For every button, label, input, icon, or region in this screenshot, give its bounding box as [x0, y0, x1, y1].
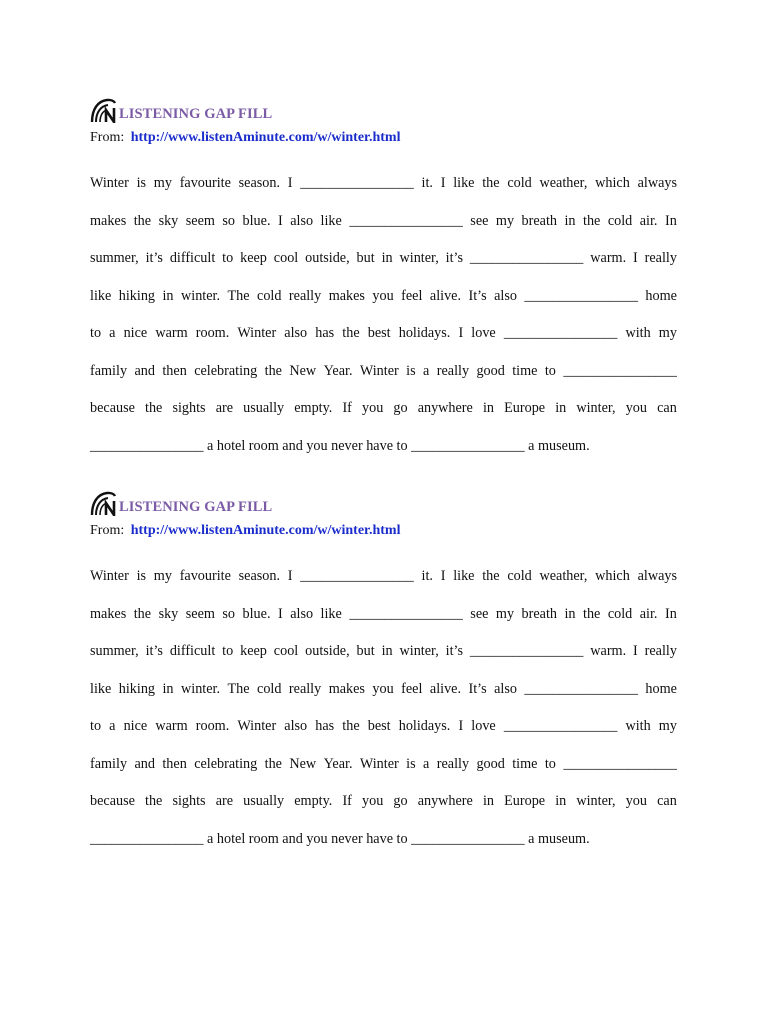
passage-word: usually — [243, 400, 285, 416]
gap-fill-passage — [90, 567, 677, 867]
listenaminute-logo-icon — [90, 490, 118, 516]
passage-word: also — [284, 718, 308, 734]
passage-word: favourite — [179, 175, 231, 191]
passage-word: because — [90, 400, 135, 416]
passage-word: it. — [421, 175, 433, 191]
passage-word: like — [453, 568, 475, 584]
passage-word: you — [372, 287, 394, 304]
passage-word: also — [494, 287, 517, 304]
passage-word: in — [482, 793, 494, 809]
passage-word: I — [287, 175, 293, 191]
passage-word: winter. — [181, 287, 221, 304]
passage-word: time — [512, 755, 538, 772]
passage-word: it. — [421, 568, 433, 584]
passage-word: to — [544, 755, 556, 772]
passage-word: the — [133, 212, 152, 229]
passage-word: has — [315, 325, 335, 341]
passage-word: family — [90, 755, 128, 772]
passage-word: alive. — [429, 680, 462, 697]
passage-word: to — [90, 718, 102, 734]
passage-line: ________________ a hotel room and you never have to ________________ a museum. — [90, 437, 590, 454]
passage-word: outside, — [305, 250, 350, 266]
passage-word: In — [664, 212, 677, 229]
passage-word: makes — [328, 287, 365, 304]
passage-word: is — [136, 568, 147, 584]
passage-word: which — [595, 568, 630, 584]
passage-word: the — [145, 400, 163, 416]
passage-word: Winter — [237, 325, 277, 341]
passage-word: but — [356, 250, 375, 266]
passage-word: If — [342, 400, 352, 416]
passage-word: my — [495, 212, 515, 229]
passage-word: like — [453, 175, 475, 191]
passage-word: cold — [257, 287, 282, 304]
passage-line — [90, 212, 677, 250]
passage-word: anywhere — [417, 400, 473, 416]
passage-word: nice — [123, 718, 148, 734]
passage-word: I — [287, 568, 293, 584]
passage-word: my — [658, 718, 677, 734]
passage-word: Winter — [359, 755, 399, 772]
passage-word: difficult — [169, 250, 216, 266]
passage-line — [90, 567, 677, 605]
passage-word: in — [381, 643, 393, 659]
passage-word: it’s — [145, 643, 163, 659]
passage-word: it’s — [145, 250, 163, 266]
passage-word: breath — [521, 605, 557, 622]
passage-word: always — [637, 568, 677, 584]
passage-word: empty. — [294, 793, 333, 809]
passage-word: ________________ — [563, 755, 677, 772]
passage-word: Winter — [90, 568, 129, 584]
passage-word: then — [162, 755, 187, 772]
passage-word: warm. — [590, 643, 627, 659]
passage-word: the — [133, 605, 152, 622]
passage-word: sky — [158, 605, 179, 622]
passage-word: also — [290, 212, 314, 229]
passage-word: seem — [185, 605, 215, 622]
passage-word: winter, — [576, 793, 616, 809]
passage-word: which — [595, 175, 630, 191]
passage-word: Year. — [323, 755, 353, 772]
passage-word: really — [644, 250, 677, 266]
passage-line — [90, 792, 677, 830]
passage-word: nice — [123, 325, 148, 341]
passage-word: sights — [172, 400, 206, 416]
passage-word: I — [458, 325, 464, 341]
passage-word: really — [644, 643, 677, 659]
passage-word: also — [284, 325, 308, 341]
passage-word: see — [470, 212, 489, 229]
passage-word: winter, — [576, 400, 616, 416]
passage-word: the — [482, 568, 500, 584]
passage-word: best — [367, 718, 391, 734]
passage-word: air. — [639, 212, 658, 229]
passage-word: my — [495, 605, 515, 622]
passage-word: love — [471, 718, 496, 734]
passage-word: makes — [328, 680, 365, 697]
passage-word: Winter — [237, 718, 277, 734]
passage-word: it’s — [445, 250, 463, 266]
passage-word: with — [625, 718, 651, 734]
passage-word: breath — [521, 212, 557, 229]
passage-word: always — [637, 175, 677, 191]
passage-word: a — [423, 362, 430, 379]
passage-word: in — [564, 605, 576, 622]
passage-word: favourite — [179, 568, 231, 584]
passage-word: celebrating — [194, 755, 258, 772]
passage-word: you — [625, 793, 647, 809]
passage-word: also — [494, 680, 517, 697]
passage-word: makes — [90, 605, 127, 622]
passage-word: then — [162, 362, 187, 379]
passage-word: feel — [401, 680, 423, 697]
passage-word: season. — [238, 568, 281, 584]
passage-word: the — [342, 718, 360, 734]
passage-word: a — [423, 755, 430, 772]
passage-word: ________________ — [300, 568, 414, 584]
passage-word: can — [657, 400, 677, 416]
section-header — [90, 486, 677, 516]
passage-word: celebrating — [194, 362, 258, 379]
source-label: From: — [90, 130, 125, 145]
passage-word: ________________ — [503, 718, 618, 734]
passage-line — [90, 680, 677, 718]
passage-word: ________________ — [524, 680, 638, 697]
passage-word: cold — [507, 568, 532, 584]
passage-word: home — [645, 680, 677, 697]
passage-word: go — [393, 793, 408, 809]
passage-word: anywhere — [417, 793, 473, 809]
listenaminute-logo-icon — [90, 97, 118, 123]
passage-word: love — [471, 325, 496, 341]
passage-word: are — [215, 400, 234, 416]
passage-word: cool — [273, 643, 299, 659]
passage-word: I — [440, 568, 446, 584]
source-link[interactable]: http://www.listenAminute.com/w/winter.html — [130, 130, 401, 145]
passage-word: a — [109, 718, 116, 734]
passage-word: blue. — [242, 605, 271, 622]
passage-word: makes — [90, 212, 127, 229]
passage-word: my — [153, 175, 172, 191]
passage-word: good — [476, 362, 505, 379]
passage-word: to — [222, 643, 234, 659]
passage-word: I — [633, 250, 638, 266]
source-label: From: — [90, 523, 125, 538]
passage-word: good — [476, 755, 505, 772]
passage-word: a — [109, 325, 116, 341]
passage-word: sky — [158, 212, 179, 229]
passage-word: in — [162, 287, 174, 304]
section-header — [90, 93, 677, 123]
passage-word: like — [90, 287, 112, 304]
passage-word: difficult — [169, 643, 216, 659]
passage-word: Europe — [504, 793, 546, 809]
passage-word: and — [134, 755, 155, 772]
passage-word: home — [645, 287, 677, 304]
passage-word: in — [555, 793, 567, 809]
passage-word: my — [153, 568, 172, 584]
passage-word: ________________ — [349, 605, 463, 622]
passage-word: weather, — [539, 175, 588, 191]
passage-line — [90, 362, 677, 400]
passage-word: really — [436, 362, 470, 379]
passage-word: It’s — [468, 680, 487, 697]
section-title: LISTENING GAP FILL — [119, 499, 273, 515]
passage-word: summer, — [90, 643, 139, 659]
passage-word: winter, — [399, 643, 439, 659]
passage-word: New — [289, 362, 317, 379]
passage-word: empty. — [294, 400, 333, 416]
passage-word: in — [482, 400, 494, 416]
passage-word: the — [264, 755, 282, 772]
passage-word: in — [162, 680, 174, 697]
passage-word: warm. — [590, 250, 627, 266]
passage-word: warm — [155, 718, 188, 734]
passage-word: see — [470, 605, 489, 622]
passage-word: you — [362, 793, 384, 809]
passage-word: summer, — [90, 250, 139, 266]
passage-word: is — [136, 175, 147, 191]
passage-word: in — [381, 250, 393, 266]
passage-word: seem — [185, 212, 215, 229]
passage-line — [90, 324, 677, 362]
passage-word: but — [356, 643, 375, 659]
passage-word: room. — [195, 325, 230, 341]
passage-word: usually — [243, 793, 285, 809]
passage-word: really — [288, 287, 322, 304]
source-line — [90, 129, 677, 147]
passage-word: It’s — [468, 287, 487, 304]
passage-word: season. — [238, 175, 281, 191]
passage-word: really — [436, 755, 470, 772]
passage-word: also — [290, 605, 314, 622]
passage-word: in — [555, 400, 567, 416]
passage-word: cold — [507, 175, 532, 191]
passage-word: the — [482, 175, 500, 191]
passage-word: I — [440, 175, 446, 191]
passage-word: Winter — [359, 362, 399, 379]
passage-word: keep — [240, 643, 267, 659]
passage-word: with — [625, 325, 651, 341]
passage-word: time — [512, 362, 538, 379]
gap-fill-passage — [90, 174, 677, 474]
passage-word: I — [458, 718, 464, 734]
passage-word: I — [633, 643, 638, 659]
passage-word: ________________ — [524, 287, 638, 304]
passage-word: cool — [273, 250, 299, 266]
passage-word: cold — [607, 212, 633, 229]
passage-word: I — [277, 212, 283, 229]
passage-word: go — [393, 400, 408, 416]
passage-word: ________________ — [300, 175, 414, 191]
passage-word: holidays. — [398, 718, 451, 734]
passage-word: you — [372, 680, 394, 697]
passage-word: warm — [155, 325, 188, 341]
passage-word: so — [222, 605, 236, 622]
passage-word: the — [264, 362, 282, 379]
passage-word: like — [320, 605, 342, 622]
passage-line: ________________ a hotel room and you never have to ________________ a museum. — [90, 830, 590, 847]
passage-word: cold — [607, 605, 633, 622]
passage-word: keep — [240, 250, 267, 266]
passage-word: In — [664, 605, 677, 622]
passage-word: The — [227, 680, 250, 697]
passage-word: ________________ — [469, 643, 584, 659]
passage-word: holidays. — [398, 325, 451, 341]
passage-word: The — [227, 287, 250, 304]
passage-word: the — [145, 793, 163, 809]
passage-word: ________________ — [469, 250, 584, 266]
passage-line — [90, 717, 677, 755]
passage-word: air. — [639, 605, 658, 622]
passage-word: outside, — [305, 643, 350, 659]
passage-word: is — [406, 755, 416, 772]
passage-word: really — [288, 680, 322, 697]
passage-line — [90, 399, 677, 437]
passage-word: I — [277, 605, 283, 622]
passage-word: and — [134, 362, 155, 379]
passage-word: the — [583, 605, 601, 622]
passage-word: so — [222, 212, 236, 229]
passage-word: ________________ — [349, 212, 463, 229]
passage-line — [90, 755, 677, 793]
passage-word: to — [222, 250, 234, 266]
passage-word: sights — [172, 793, 206, 809]
passage-word: New — [289, 755, 317, 772]
passage-word: to — [544, 362, 556, 379]
passage-word: Year. — [323, 362, 353, 379]
passage-word: weather, — [539, 568, 588, 584]
passage-word: are — [215, 793, 234, 809]
passage-word: in — [564, 212, 576, 229]
passage-word: ________________ — [503, 325, 618, 341]
passage-word: can — [657, 793, 677, 809]
passage-line — [90, 249, 677, 287]
passage-word: is — [406, 362, 416, 379]
passage-word: you — [625, 400, 647, 416]
passage-line — [90, 174, 677, 212]
passage-word: family — [90, 362, 128, 379]
passage-word: winter, — [399, 250, 439, 266]
passage-word: it’s — [445, 643, 463, 659]
passage-word: cold — [257, 680, 282, 697]
passage-word: alive. — [429, 287, 462, 304]
passage-word: ________________ — [563, 362, 677, 379]
passage-line — [90, 642, 677, 680]
passage-word: winter. — [181, 680, 221, 697]
section-title: LISTENING GAP FILL — [119, 106, 273, 122]
passage-word: blue. — [242, 212, 271, 229]
passage-word: you — [362, 400, 384, 416]
passage-word: because — [90, 793, 135, 809]
passage-word: like — [320, 212, 342, 229]
passage-word: room. — [195, 718, 230, 734]
passage-word: the — [583, 212, 601, 229]
passage-word: Winter — [90, 175, 129, 191]
passage-word: like — [90, 680, 112, 697]
passage-line — [90, 605, 677, 643]
passage-word: has — [315, 718, 335, 734]
passage-word: the — [342, 325, 360, 341]
passage-word: to — [90, 325, 102, 341]
worksheet-section-2 — [90, 486, 677, 867]
passage-word: best — [367, 325, 391, 341]
worksheet-section-1 — [90, 93, 677, 474]
passage-word: Europe — [504, 400, 546, 416]
passage-word: hiking — [118, 287, 156, 304]
passage-word: my — [658, 325, 677, 341]
passage-word: hiking — [118, 680, 156, 697]
passage-line — [90, 287, 677, 325]
passage-word: feel — [401, 287, 423, 304]
passage-word: If — [342, 793, 352, 809]
source-link[interactable]: http://www.listenAminute.com/w/winter.html — [130, 523, 401, 538]
source-line — [90, 522, 677, 540]
